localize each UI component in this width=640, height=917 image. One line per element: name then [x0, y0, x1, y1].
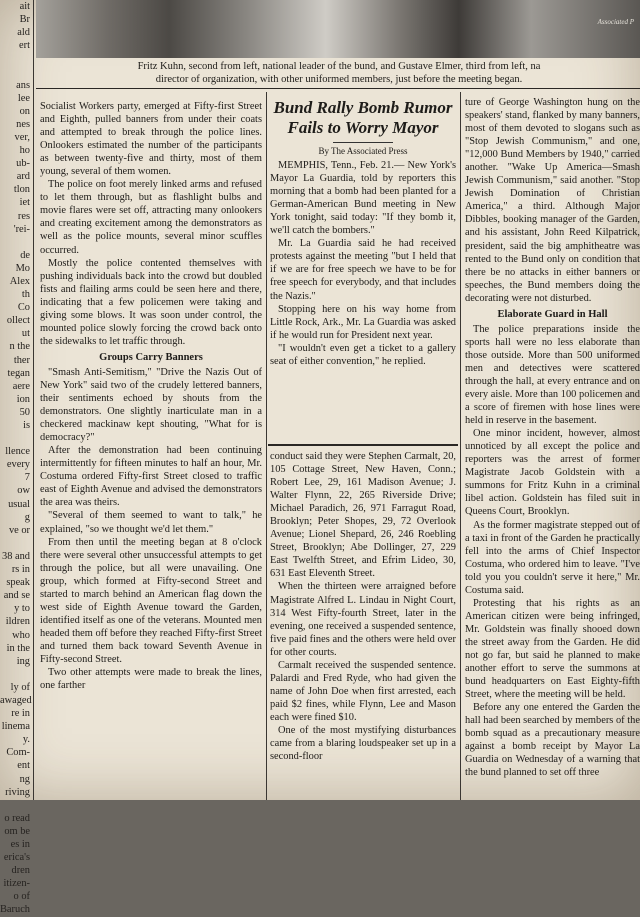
edge-fragment: ther — [13, 354, 30, 366]
edge-fragment: usual — [8, 498, 30, 510]
edge-fragment: ollect — [6, 315, 30, 327]
edge-fragment — [0, 65, 30, 78]
left-para-3: Mostly the police contented themselves with pushing individuals back into the crowd but doubled fists and flailing arms could be seen here and there, indicating that a few policemen were taking and giving some blows. It was soon under control, the mounted police slowly forcing the crowd back onto the sidewalks to let traffic through. — [40, 257, 262, 347]
edge-fragment: ub- — [16, 158, 30, 170]
edge-fragment: th — [21, 289, 30, 301]
headline-rule — [333, 142, 393, 143]
caption-line-1: Fritz Kuhn, second from left, national leader of the bund, and Gustave Elmer, third from left, na — [137, 61, 541, 72]
edge-fragment: ho — [19, 145, 30, 157]
edge-fragment: 7 — [24, 472, 30, 484]
edge-fragment: de — [20, 249, 30, 261]
left-para-1: Socialist Workers party, emerged at Fifty-first Street and Eighth, pulled banners from under their coats and attempted to break through the police lines. Onlookers estimated the number of the participants as between twenty-five and thirty, most of them young, several of them women. — [40, 101, 262, 178]
edge-fragment: every — [6, 459, 30, 471]
edge-fragment: itizen- — [3, 878, 30, 890]
story-headline: Bund Rally Bomb Rumor Fails to Worry Mayor — [273, 98, 453, 137]
column-rule-2 — [266, 92, 267, 800]
edge-fragment: on — [19, 105, 30, 117]
edge-fragment: Br — [19, 14, 30, 26]
right-para-4: As the former magistrate stepped out of a taxi in front of the Garden he practically fell into the arms of Chief Inspector Costuma, who ordered him to leave. "I've told you you couldn't serve it here," Mr. Costuma said. — [465, 519, 640, 596]
right-para-3: One minor incident, however, almost unnoticed by all except the police and reporters was the arrest of former Magistrate Jacob Goldstein with a summons for Fritz Kuhn in a criminal libel action. Goldstein has filed suit in Queens Court, Brooklyn. — [465, 428, 640, 518]
edge-fragment: ert — [19, 40, 30, 52]
edge-fragment: Co — [17, 302, 30, 314]
caption-line-2: director of organization, with other uniformed members, just before the meeting began. — [155, 74, 523, 85]
edge-fragment: nes — [16, 118, 30, 130]
edge-fragment: Mo — [15, 262, 30, 274]
mid-para-4: One of the most mystifying disturbances came from a blaring loudspeaker set up in a second-floor — [270, 724, 456, 763]
left-subhead: Groups Carry Banners — [99, 351, 203, 363]
mayor-para-1: MEMPHIS, Tenn., Feb. 21.— New York's Mayor La Guardia, told by reporters this morning that a bomb had been planted for a German-American Bund meeting in New York tonight, said today: "If they bomb it, we'll catch the bombers." — [270, 160, 456, 237]
edge-fragment: ion — [16, 393, 30, 405]
mayor-para-4: "I wouldn't even get a ticket to a gallery seat of either convention," he replied. — [270, 342, 456, 367]
left-para-5: After the demonstration had been continuing intermittently for fifteen minutes to half an hour, Mr. Costuma ordered Fifty-first Street closed to traffic east of Eighth Avenue and advised the demonstrators the area was theirs. — [40, 445, 262, 509]
edge-fragment: ent — [17, 760, 30, 772]
edge-fragment: es in — [10, 839, 30, 850]
edge-fragment: ve or — [8, 524, 30, 536]
right-para-2: The police preparations inside the sports hall were no less elaborate than those outside. More than 500 uniformed men and detectives were scattered through the hall, at every entrance and on every aisle. More than 100 policemen and a score of firemen with hose lines were held in reserve in the basement. — [465, 323, 640, 427]
edge-fragment: re in — [11, 708, 30, 720]
edge-fragment: awaged — [0, 694, 32, 706]
left-para-6: "Several of them seemed to want to talk," he explained, "so we thought we'd let them." — [40, 510, 262, 535]
edge-fragment: 50 — [19, 406, 30, 418]
edge-fragment: dren — [11, 865, 30, 877]
photo-caption — [40, 60, 638, 86]
edge-fragment: and se — [3, 590, 30, 602]
edge-fragment: Com- — [6, 747, 30, 759]
edge-fragment: 'rei- — [13, 223, 30, 235]
edge-fragment: linema — [1, 721, 30, 733]
edge-fragment: Alex — [9, 275, 30, 287]
edge-fragment: iet — [19, 197, 30, 209]
edge-fragment: Baruch — [0, 904, 31, 916]
right-para-1: ture of George Washington hung on the speakers' stand, flanked by many banners, most of them devoted to slogans such as "Stop Jewish Communism," and one, "12,000 Bund Members by 1940," carried another. "Wake Up America—Smash Jewish Communism," said another. "Stop Jewish Domination of Christian America," a third. Although Major Dibbles, booking manager of the Garden, and his assistant, John Reed Kilpatrick, president, said the big amphitheatre was rented to the Bund only on condition that there be no attacks in either banners or speeches, the Bund members doing the decorating were not disturbed. — [465, 97, 640, 304]
edge-fragment: n the — [9, 341, 30, 353]
photo-credit: Associated P — [597, 18, 634, 26]
right-subhead: Elaborate Guard in Hall — [497, 308, 608, 320]
edge-fragment: riving — [5, 786, 30, 798]
mid-para-1: conduct said they were Stephen Carmalt, 20, 105 Cottage Street, New Haven, Conn.; Robert Lee, 29, 161 Madison Avenue; J. Walter Flynn, 22, 265 Riverside Drive; Michael Paradich, 26, 971 Farragut Road, Brooklyn; Peter Shopes, 29, 72 Overlook Avenue; Lionel Shepard, 26, 246 Roebling Street, Brooklyn; Abe Dollinger, 27, 229 East Twelfth Street, and Efrim Lideo, 30, 631 East Eleventh Street. — [270, 451, 456, 580]
edge-fragment: tegan — [7, 367, 30, 379]
mayor-para-2: Mr. La Guardia said he had received protests against the meeting "but I held that if we are for free speech we have to be for free speech for everybody, and that includes the Nazis." — [270, 238, 456, 302]
left-para-8: Two other attempts were made to break the lines, one farther — [40, 667, 262, 692]
edge-fragment: ut — [21, 328, 30, 340]
edge-fragment: ly of — [10, 681, 30, 693]
mayor-story — [270, 96, 456, 441]
edge-fragment: o of — [13, 891, 30, 903]
edge-fragment: y. — [22, 734, 30, 746]
story-box-rule — [268, 444, 458, 446]
edge-fragment: ans — [16, 79, 30, 91]
middle-lower-column — [270, 450, 456, 800]
right-para-6: Before any one entered the Garden the hall had been searched by members of the bomb squad as a precautionary measure against a bomb receipt by Mayor La Guardia on Wednesday of a warning that the bund planned to set off three — [465, 702, 640, 779]
right-para-5: Protesting that his rights as an American citizen were being infringed, Mr. Goldstein was finally shooed down the street away from the Garden. He did not go far, but said he planned to make another effort to serve the summons at bund headquarters on East Eighty-fifth Street, where the meeting will be held. — [465, 597, 640, 701]
edge-fragment: om be — [4, 825, 30, 837]
edge-fragment: who — [12, 629, 30, 641]
edge-fragment: ald — [17, 27, 30, 39]
mayor-para-3: Stopping here on his way home from Little Rock, Ark., Mr. La Guardia was asked if he would run for President next year. — [270, 303, 456, 341]
edge-fragment: res — [17, 210, 30, 222]
edge-fragment: ng — [19, 773, 30, 785]
edge-fragment — [0, 668, 30, 681]
mid-para-3: Carmalt received the suspended sentence. Palardi and Fred Ryde, who had given the name of John Doe when first arrested, each paid $2 fines, while Flynn, Lee and Mason each were fined $10. — [270, 659, 456, 723]
edge-fragment: ard — [16, 171, 30, 183]
story-credit: By The Associated Press — [318, 146, 408, 156]
edge-fragment: aere — [12, 380, 30, 392]
edge-fragment: speak — [6, 577, 30, 589]
right-column — [465, 96, 640, 800]
edge-fragment: lee — [17, 92, 30, 104]
left-para-4: "Smash Anti-Semitism," "Drive the Nazis Out of New York" said two of the crudely lettered banners, their sentiments echoed by shouts from the demonstrators. One slightly inarticulate man in a checkered mackinaw kept shouting, "What for is democracy?" — [40, 366, 262, 444]
left-column — [40, 100, 262, 800]
left-para-2: The police on foot merely linked arms and refused to let them through, but as flashlight bulbs and movie flares were set off, attracting many onlookers and creating excitement among the demonstrators as well as the police mounts, several minor scuffles occurred. — [40, 179, 262, 256]
left-para-7: From then until the meeting began at 8 o'clock there were several other unsuccessful attempts to get through the police, but all were unavailing. One group, which formed at Fifty-second Street and started to march behind an American flag down the west side of Eighth Avenue toward the Garden, identified itself as one of the veterans. Mounted men headed them off before they reached Fifty-first Street and turned them back toward Seventh Avenue in Fifty-second Street. — [40, 536, 262, 665]
edge-fragment — [0, 236, 30, 249]
news-photo — [36, 0, 640, 58]
edge-fragment: g — [24, 511, 30, 523]
caption-rule — [36, 88, 640, 89]
edge-fragment — [0, 432, 30, 445]
edge-fragment — [0, 52, 30, 65]
edge-fragment: o read — [4, 812, 30, 824]
edge-fragment: llence — [5, 446, 30, 458]
column-rule-1 — [33, 0, 34, 800]
cut-off-left-column — [0, 0, 32, 916]
edge-fragment: tlon — [13, 184, 30, 196]
edge-fragment: in the — [6, 642, 30, 654]
edge-fragment: erica's — [3, 852, 30, 864]
edge-fragment: is — [23, 420, 30, 431]
edge-fragment — [0, 537, 30, 550]
edge-fragment: rs in — [11, 564, 30, 576]
edge-fragment: ver, — [14, 131, 30, 143]
edge-fragment: y to — [14, 603, 30, 615]
mid-para-2: When the thirteen were arraigned before Magistrate Alfred L. Lindau in Night Court, 314 West Fifty-fourth Street, later in the evening, one received a suspended sentence, five paid fines and the others were held over for other courts. — [270, 581, 456, 658]
edge-fragment — [0, 799, 30, 812]
edge-fragment: 38 and — [2, 550, 30, 562]
column-rule-3 — [460, 92, 461, 800]
edge-fragment: ait — [19, 1, 30, 12]
edge-fragment: ing — [16, 655, 30, 667]
edge-fragment: ow — [17, 485, 30, 497]
edge-fragment: ildren — [5, 616, 30, 628]
